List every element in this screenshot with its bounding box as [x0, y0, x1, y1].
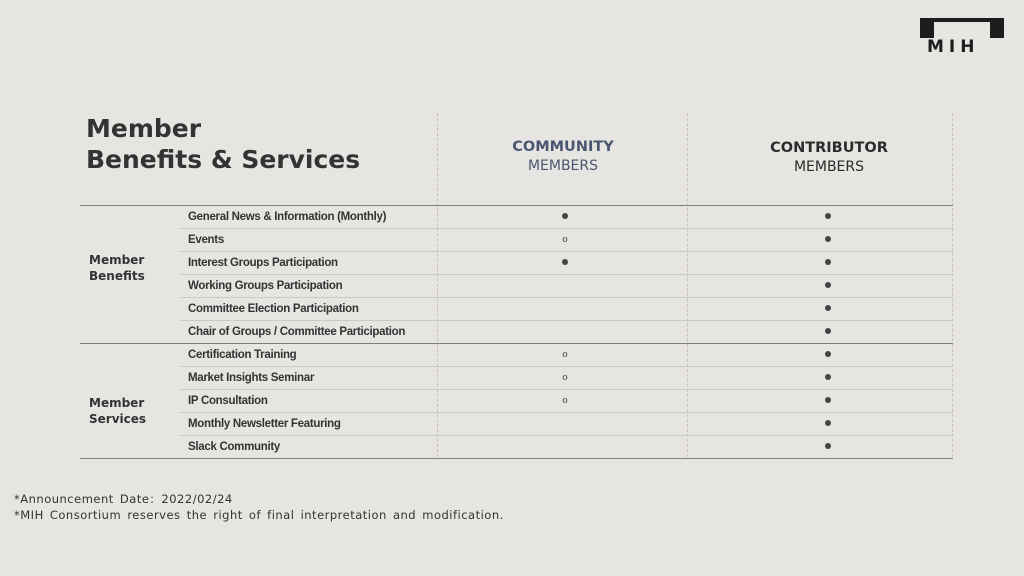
table-row-label: IP Consultation: [188, 395, 268, 407]
footnote-announcement: *Announcement Date：2022/02/24: [14, 492, 233, 506]
table-row-divider: [180, 228, 953, 229]
filled-dot-icon: [555, 210, 575, 222]
filled-dot-icon: [818, 279, 838, 291]
table-row-label: Chair of Groups / Committee Participation: [188, 326, 406, 338]
column-divider: [687, 113, 688, 457]
table-row-divider: [80, 458, 953, 459]
filled-dot-icon: [555, 256, 575, 268]
filled-dot-icon: [818, 325, 838, 337]
page-title: [86, 113, 360, 175]
group-label-benefits: Member Benefits: [89, 253, 145, 283]
filled-dot-icon: [818, 440, 838, 452]
table-row-label: Committee Election Participation: [188, 303, 359, 315]
table-row-label: Monthly Newsletter Featuring: [188, 418, 341, 430]
mih-logo: [920, 18, 1006, 56]
column-subtitle-community: MEMBERS: [527, 158, 599, 174]
hollow-circle-icon: o: [562, 396, 568, 406]
filled-dot-icon: [818, 394, 838, 406]
column-divider: [437, 113, 438, 457]
table-row-label: Interest Groups Participation: [188, 257, 338, 269]
logo-text: MIH: [927, 37, 980, 57]
column-title-community: COMMUNITY: [512, 139, 614, 155]
column-divider: [952, 113, 953, 457]
table-row-label: Working Groups Participation: [188, 280, 343, 292]
column-header-contributor: [704, 139, 954, 177]
table-row-divider: [180, 435, 953, 436]
page-title-line1: Member: [86, 114, 202, 143]
page-title-line2: Benefits & Services: [86, 145, 361, 174]
group-label-services: Member Services: [89, 396, 147, 426]
hollow-circle-icon: o: [562, 235, 568, 245]
filled-dot-icon: [818, 302, 838, 314]
column-title-contributor: CONTRIBUTOR: [770, 140, 888, 156]
hollow-circle-icon: o: [562, 373, 568, 383]
table-row-label: General News & Information (Monthly): [188, 211, 387, 223]
table-row-divider: [180, 389, 953, 390]
filled-dot-icon: [818, 233, 838, 245]
hollow-circle-icon: o: [562, 350, 568, 360]
column-subtitle-contributor: MEMBERS: [793, 159, 865, 175]
table-row-label: Certification Training: [188, 349, 297, 361]
filled-dot-icon: [818, 348, 838, 360]
filled-dot-icon: [818, 417, 838, 429]
logo-mark-icon: [920, 18, 1004, 38]
table-row-label: Events: [188, 234, 224, 246]
table-row-label: Market Insights Seminar: [188, 372, 315, 384]
filled-dot-icon: [818, 256, 838, 268]
footnote-disclaimer: *MIH Consortium reserves the right of final interpretation and modification.: [14, 508, 504, 522]
filled-dot-icon: [818, 371, 838, 383]
filled-dot-icon: [818, 210, 838, 222]
column-header-community: [438, 138, 688, 176]
table-row-label: Slack Community: [188, 441, 280, 453]
